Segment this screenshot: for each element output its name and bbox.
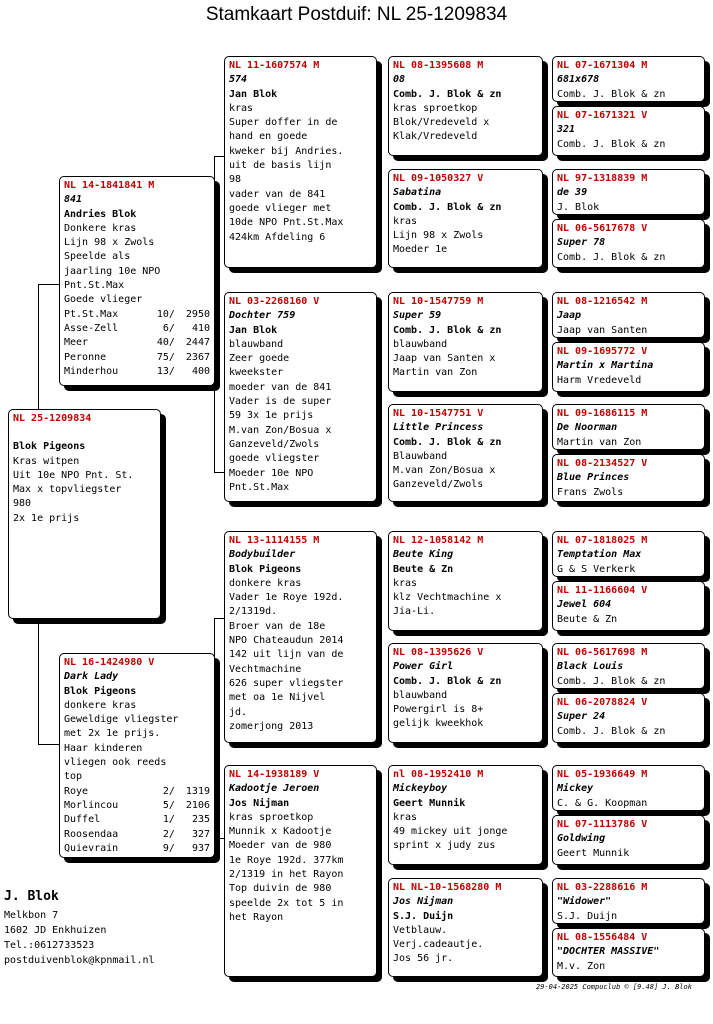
owner-name: J. Blok [557, 201, 600, 213]
pigeon-name: 08 [393, 74, 406, 86]
description-line: Geweldige vliegster [64, 714, 179, 726]
description-line: goede vliegster [229, 453, 320, 465]
great-grandparent-card[interactable] [388, 643, 543, 743]
description-line: kras [229, 102, 254, 114]
connector-line [545, 318, 546, 368]
description-line: 59 3x 1e prijs [229, 410, 314, 422]
connector-line [214, 156, 224, 157]
pigeon-name [13, 426, 156, 440]
footer-credit: 29-04-2025 Compuclub © [9.48] J. Blok [536, 983, 692, 991]
owner-name: Blok Pigeons [64, 685, 137, 697]
connector-line [545, 556, 546, 606]
ring-number: NL 07-1113786 V [557, 819, 648, 830]
great-grandparent-card[interactable] [388, 56, 543, 156]
description-line: hand en goede [229, 131, 308, 143]
ancestor-card[interactable] [552, 169, 705, 215]
description-line: 10de NPO Pnt.St.Max [229, 217, 344, 229]
description-line: sprint x judy zus [393, 840, 496, 852]
pigeon-name: Mickey [557, 783, 594, 795]
pigeon-name: Super 59 [393, 310, 442, 322]
description-line: 2/1319 in het Rayon [229, 869, 344, 881]
connector-line [380, 806, 381, 924]
ring-number: NL 09-1695772 V [557, 346, 648, 357]
description-line: 142 uit lijn van de [229, 649, 344, 661]
ancestor-card[interactable] [552, 581, 705, 631]
description-line: gelijk kweekhok [393, 718, 484, 730]
connector-line [214, 618, 224, 619]
description-line: Max x topvliegster [13, 484, 122, 496]
owner-name: Jaap van Santen [557, 324, 648, 336]
result-row: Duffel 1/ 235 [64, 814, 210, 826]
owner-name: S.J. Duijn [393, 910, 454, 922]
ring-number: NL 07-1671304 M [557, 60, 648, 71]
description-line: Moeder 1e [393, 244, 448, 256]
ring-number: NL 97-1318839 M [557, 173, 648, 184]
description-line: 1e Roye 192d. 377km [229, 854, 344, 866]
connector-line [545, 904, 546, 954]
owner-name: Comb. J. Blok & zn [557, 88, 666, 100]
ring-number: NL 07-1818025 M [557, 535, 648, 546]
description-line: 424km Afdeling 6 [229, 231, 326, 243]
pigeon-name: 841 [64, 194, 83, 206]
ring-number: NL 06-2078824 V [557, 697, 648, 708]
owner-name: Comb. J. Blok & zn [557, 251, 666, 263]
owner-name: Comb. J. Blok & zn [393, 88, 502, 100]
description-line: uit de basis lijn [229, 160, 332, 172]
description-line: Lijn 98 x Zwols [64, 237, 155, 249]
ring-number: NL 10-1547759 M [393, 296, 484, 307]
result-row: Peronne 75/ 2367 [64, 351, 210, 363]
description-line: Goede vlieger [64, 294, 143, 306]
result-row: Roye 2/ 1319 [64, 785, 210, 797]
description-line: 980 [13, 498, 32, 510]
description-line: speelde 2x tot 5 in [229, 897, 344, 909]
owner-name: Frans Zwols [557, 486, 624, 498]
description-line: Blauwband [393, 450, 448, 462]
description-line: Ganzeveld/Zwols [229, 438, 320, 450]
connector-line [380, 100, 381, 220]
description-line: 626 super vliegster [229, 677, 344, 689]
pigeon-name: de 39 [557, 187, 588, 199]
ancestor-card[interactable] [552, 404, 705, 450]
ring-number: NL 25-1209834 [13, 413, 92, 424]
ring-number: NL 13-1114155 M [229, 535, 320, 546]
description-line: Klak/Vredeveld [393, 131, 478, 143]
contact-street: Melkbon 7 [4, 910, 59, 921]
description-line: kras sproetkop [393, 102, 478, 114]
description-line: Uit 10e NPO Pnt. St. [13, 469, 134, 481]
grandparent-card[interactable] [224, 292, 377, 502]
description-line: Donkere kras [64, 222, 137, 234]
ancestor-card[interactable] [552, 342, 705, 392]
pigeon-name: Beute King [393, 549, 454, 561]
description-line: M.van Zon/Bosua x [393, 465, 496, 477]
ring-number: NL 05-1936649 M [557, 769, 648, 780]
ring-number: NL 08-1216542 M [557, 296, 648, 307]
description-line: 98 [229, 174, 242, 186]
pigeon-name: 574 [229, 74, 248, 86]
description-line: Pnt.St.Max [64, 280, 125, 292]
contact-name: J. Blok [4, 889, 59, 904]
pigeon-name: Goldwing [557, 833, 606, 845]
ring-number: NL NL-10-1568280 M [393, 882, 502, 893]
description-line: 2/1319d. [229, 606, 278, 618]
ancestor-card[interactable] [552, 106, 705, 156]
connector-line [38, 284, 60, 285]
description-line: Zeer goede [229, 353, 290, 365]
pigeon-name: Dochter 759 [229, 310, 296, 322]
grandparent-card[interactable] [224, 56, 377, 268]
pigeon-name: Super 24 [557, 711, 606, 723]
result-row: Asse-Zell 6/ 410 [64, 322, 210, 334]
ancestor-card[interactable] [552, 531, 705, 577]
description-line: Haar kinderen [64, 742, 143, 754]
owner-name: Harm Vredeveld [557, 374, 642, 386]
ancestor-card[interactable] [552, 693, 705, 743]
owner-contact [4, 888, 155, 968]
ring-number: NL 09-1686115 M [557, 408, 648, 419]
pigeon-name: Temptation Max [557, 549, 642, 561]
pigeon-name: Jaap [557, 310, 582, 322]
connector-line [545, 790, 546, 840]
description-line: zomerjong 2013 [229, 720, 314, 732]
description-line: Vetblauw. [393, 924, 448, 936]
great-grandparent-card[interactable] [388, 765, 543, 865]
pigeon-name: Bodybuilder [229, 549, 296, 561]
description-line: Jos 56 jr. [393, 953, 454, 965]
ring-number: NL 10-1547751 V [393, 408, 484, 419]
description-line: Vader 1e Roye 192d. [229, 592, 344, 604]
description-line: Vechtmachine [229, 663, 302, 675]
description-line: kweekster [229, 367, 284, 379]
description-line: goede vlieger met [229, 202, 332, 214]
connector-line [545, 86, 546, 138]
description-line: Broer van de 18e [229, 620, 326, 632]
description-line: M.van Zon/Bosua x [229, 424, 332, 436]
description-line: Moeder van de 980 [229, 840, 332, 852]
description-line: Jia-Li. [393, 606, 436, 618]
mother-card[interactable] [59, 653, 215, 858]
description-line: kras [393, 811, 418, 823]
ring-number: NL 06-5617678 V [557, 223, 648, 234]
description-line: met oa 1e Nijvel [229, 692, 326, 704]
pigeon-name: Black Louis [557, 661, 624, 673]
description-line: blauwband [393, 338, 448, 350]
ring-number: nl 08-1952410 M [393, 769, 484, 780]
description-line: Verj.cadeautje. [393, 939, 484, 951]
connector-line [380, 334, 381, 454]
owner-name: S.J. Duijn [557, 910, 618, 922]
description-line: met 2x 1e prijs. [64, 728, 161, 740]
great-grandparent-card[interactable] [388, 531, 543, 631]
owner-name: Comb. J. Blok & zn [393, 436, 502, 448]
connector-line [380, 572, 381, 690]
description-line: kras [393, 215, 418, 227]
result-row: Roosendaa 2/ 327 [64, 828, 210, 840]
description-line: Powergirl is 8+ [393, 704, 484, 716]
ring-number: NL 03-2288616 M [557, 882, 648, 893]
ring-number: NL 16-1424980 V [64, 657, 155, 668]
description-line: Top duivin de 980 [229, 883, 332, 895]
owner-name: Martin van Zon [557, 436, 642, 448]
description-line: moeder van de 841 [229, 381, 332, 393]
great-grandparent-card[interactable] [388, 404, 543, 502]
description-line: blauwband [393, 689, 448, 701]
description-line: Jaap van Santen x [393, 353, 496, 365]
pigeon-name: Mickeyboy [393, 783, 448, 795]
ring-number: NL 11-1607574 M [229, 60, 320, 71]
ring-number: NL 14-1938189 V [229, 769, 320, 780]
ring-number: NL 06-5617698 M [557, 647, 648, 658]
result-row: Minderhou 13/ 400 [64, 365, 210, 377]
description-line: Lijn 98 x Zwols [393, 230, 484, 242]
owner-name: Jos Nijman [229, 797, 290, 809]
description-line: Moeder 10e NPO [229, 467, 314, 479]
owner-name: Comb. J. Blok & zn [557, 725, 666, 737]
connector-line [545, 428, 546, 478]
pigeon-name: Little Princess [393, 422, 484, 434]
great-grandparent-card[interactable] [388, 292, 543, 392]
connector-line [214, 472, 224, 473]
great-grandparent-card[interactable] [388, 878, 543, 977]
ancestor-card[interactable] [552, 815, 705, 865]
description-line: Kras witpen [13, 455, 80, 467]
ancestor-card[interactable] [552, 878, 705, 924]
pigeon-name: Martin x Martina [557, 360, 654, 372]
pigeon-name: Jewel 604 [557, 599, 612, 611]
contact-city: 1602 JD Enkhuizen [4, 925, 107, 936]
ring-number: NL 09-1050327 V [393, 173, 484, 184]
subject-card[interactable] [8, 409, 161, 619]
description-line: Ganzeveld/Zwols [393, 479, 484, 491]
pigeon-name: Super 78 [557, 237, 606, 249]
pigeon-name: Sabatina [393, 187, 442, 199]
pigeon-name: 321 [557, 124, 576, 136]
result-row: Quievrain 9/ 937 [64, 842, 210, 854]
description-line: Munnik x Kadootje [229, 826, 332, 838]
description-line: jaarling 10e NPO [64, 265, 161, 277]
ancestor-card[interactable] [552, 643, 705, 689]
pigeon-name: Power Girl [393, 661, 454, 673]
ring-number: NL 12-1058142 M [393, 535, 484, 546]
contact-email: postduivenblok@kpnmail.nl [4, 955, 155, 966]
result-row: Meer 40/ 2447 [64, 337, 210, 349]
connector-line [545, 196, 546, 246]
description-line: donkere kras [64, 699, 137, 711]
contact-phone: Tel.:0612733523 [4, 940, 95, 951]
ring-number: NL 08-1395626 V [393, 647, 484, 658]
description-line: Speelde als [64, 251, 131, 263]
connector-line [214, 838, 224, 839]
ancestor-card[interactable] [552, 765, 705, 811]
description-line: Martin van Zon [393, 367, 478, 379]
grandparent-card[interactable] [224, 765, 377, 977]
description-line: kweker bij Andries. [229, 145, 344, 157]
owner-name: Blok Pigeons [13, 441, 86, 453]
owner-name: Jan Blok [229, 324, 278, 336]
ring-number: NL 08-1556484 V [557, 932, 648, 943]
description-line: kras sproetkop [229, 811, 314, 823]
grandparent-card[interactable] [224, 531, 377, 743]
result-row: Morlincou 5/ 2106 [64, 799, 210, 811]
description-line: Super doffer in de [229, 117, 338, 129]
ring-number: NL 11-1166604 V [557, 585, 648, 596]
ancestor-card[interactable] [552, 454, 705, 502]
description-line: top [64, 771, 83, 783]
owner-name: Comb. J. Blok & zn [557, 675, 666, 687]
owner-name: Jan Blok [229, 88, 278, 100]
owner-name: G & S Verkerk [557, 563, 636, 575]
description-line: het Rayon [229, 911, 284, 923]
owner-name: Geert Munnik [557, 847, 630, 859]
ring-number: NL 08-1395608 M [393, 60, 484, 71]
great-grandparent-card[interactable] [388, 169, 543, 268]
pigeon-name: Dark Lady [64, 671, 119, 683]
description-line: NPO Chateaudun 2014 [229, 635, 344, 647]
owner-name: Comb. J. Blok & zn [557, 138, 666, 150]
pigeon-name: "DOCHTER MASSIVE" [557, 946, 660, 958]
description-line: donkere kras [229, 577, 302, 589]
ancestor-card[interactable] [552, 292, 705, 338]
ring-number: NL 08-2134527 V [557, 458, 648, 469]
pigeon-name: Blue Princes [557, 472, 630, 484]
description-line: Pnt.St.Max [229, 481, 290, 493]
owner-name: Beute & Zn [393, 563, 454, 575]
description-line: kras [393, 577, 418, 589]
pigeon-name: 681x678 [557, 74, 600, 86]
owner-name: Blok Pigeons [229, 563, 302, 575]
ancestor-card[interactable] [552, 56, 705, 102]
connector-line [38, 744, 60, 745]
ancestor-card[interactable] [552, 219, 705, 268]
page-title: Stamkaart Postduif: NL 25-1209834 [205, 4, 508, 25]
description-line: vader van de 841 [229, 188, 326, 200]
owner-name: M.v. Zon [557, 960, 606, 972]
owner-name: C. & G. Koopman [557, 797, 648, 809]
owner-name: Comb. J. Blok & zn [393, 324, 502, 336]
description-line: blauwband [229, 338, 284, 350]
owner-name: Geert Munnik [393, 797, 466, 809]
owner-name: Comb. J. Blok & zn [393, 201, 502, 213]
description-line: 2x 1e prijs [13, 512, 80, 524]
description-line: vliegen ook reeds [64, 757, 167, 769]
pigeon-name: "Widower" [557, 896, 612, 908]
owner-name: Beute & Zn [557, 613, 618, 625]
description-line: jd. [229, 706, 248, 718]
owner-name: Comb. J. Blok & zn [393, 675, 502, 687]
father-card[interactable] [59, 176, 215, 386]
pigeon-name: Jos Nijman [393, 896, 454, 908]
description-line: 49 mickey uit jonge [393, 826, 508, 838]
owner-name: Andries Blok [64, 208, 137, 220]
description-line: Vader is de super [229, 396, 332, 408]
description-line: klz Vechtmachine x [393, 592, 502, 604]
pigeon-name: Kadootje Jeroen [229, 783, 320, 795]
ring-number: NL 03-2268160 V [229, 296, 320, 307]
ancestor-card[interactable] [552, 928, 705, 977]
description-line: Blok/Vredeveld x [393, 117, 490, 129]
connector-line [545, 668, 546, 718]
ring-number: NL 07-1671321 V [557, 110, 648, 121]
ring-number: NL 14-1841841 M [64, 180, 155, 191]
result-row: Pt.St.Max 10/ 2950 [64, 308, 210, 320]
pigeon-name: De Noorman [557, 422, 618, 434]
